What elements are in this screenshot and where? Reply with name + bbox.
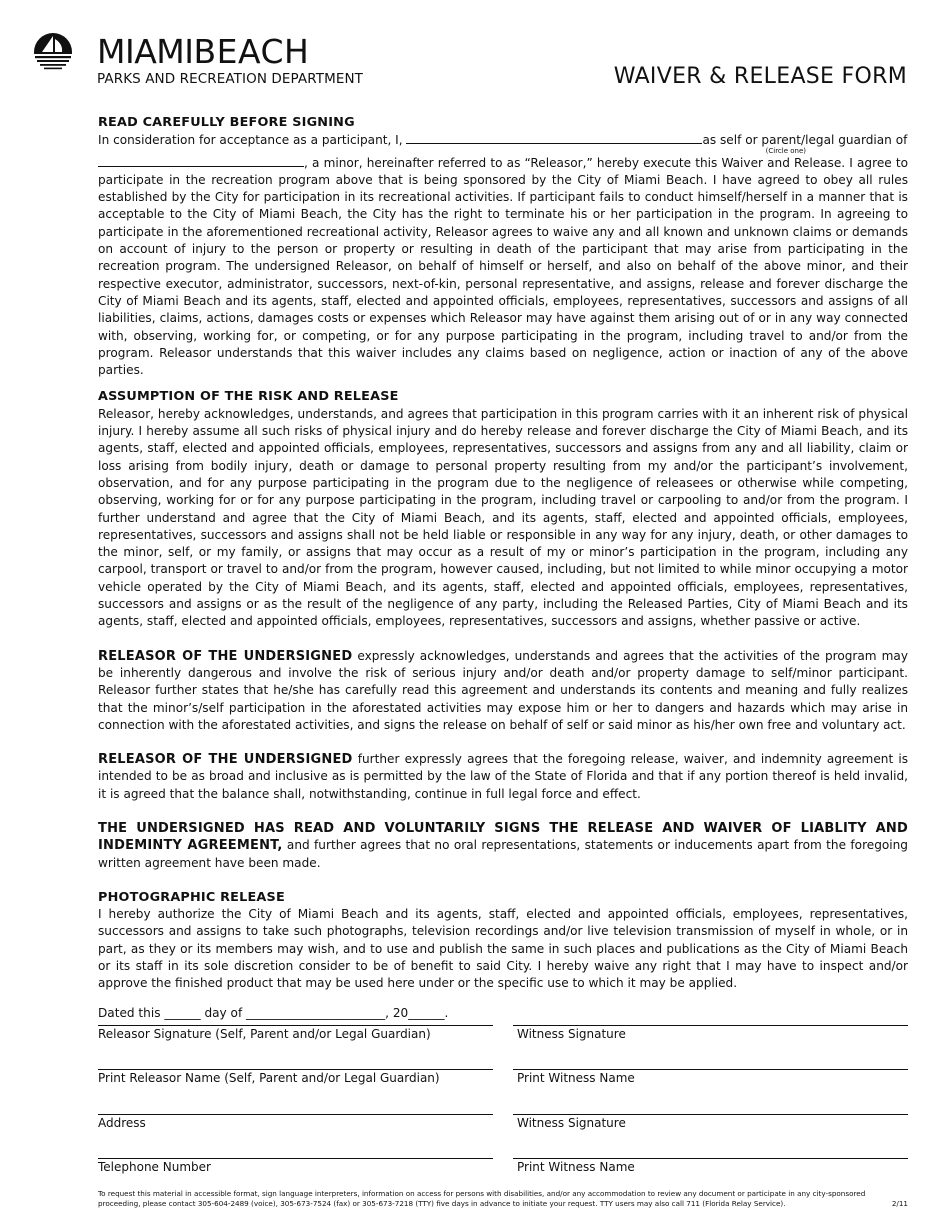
releasor-signature-label: Releasor Signature (Self, Parent and/or Legal Guardian) — [98, 1027, 431, 1041]
section-assumption-of-risk — [98, 388, 908, 630]
form-title: WAIVER & RELEASE FORM — [613, 64, 907, 89]
circle-one-note: (Circle one) — [765, 146, 806, 155]
witness-signature-label-1: Witness Signature — [517, 1027, 626, 1041]
print-releasor-name-label: Print Releasor Name (Self, Parent and/or Legal Guardian) — [98, 1071, 440, 1085]
form-revision-code: 2/11 — [891, 1199, 908, 1208]
section-lead: THE UNDERSIGNED HAS READ AND VOLUNTARILY SIGNS THE RELEASE AND WAIVER OF LIABLITY AND INDEMINTY AGREEMENT, — [98, 820, 908, 854]
print-releasor-name-line[interactable] — [98, 1069, 493, 1070]
brand-name — [97, 33, 363, 71]
section-releasor-agrees — [98, 751, 908, 803]
section-text: and further agrees that no oral representations, statements or inducements apart from the foregoing written agreement have been made. — [98, 838, 908, 870]
section-text: further expressly agrees that the foregoing release, waiver, and indemnity agreement is intended to be as broad and inclusive as is permitted by the law of the State of Florida and that if any portion thereof is held invalid, it is agreed that the balance shall, notwithstanding, continue in full legal force and effect. — [98, 752, 909, 801]
print-witness-name-line-1[interactable] — [513, 1069, 908, 1070]
dated-line[interactable]: Dated this ______ day of _______________________, 20______. — [98, 1005, 449, 1020]
address-label: Address — [98, 1116, 146, 1130]
participant-name-blank[interactable] — [406, 131, 702, 144]
print-witness-name-line-2[interactable] — [513, 1158, 908, 1159]
section-undersigned-signs — [98, 820, 908, 872]
section-releasor-acknowledges — [98, 648, 908, 734]
footer-text: To request this material in accessible format, sign language interpreters, information on access for persons with disabilities, and/or any accommodation to review any document or participate in any city-sponsored proceeding, please contact 305-604-2489 (voice), 305-673-7524 (fax) or 305-673-7218 (TTY) five days in advance to initiate your request. TTY users may also call 711 (Florida Relay Service). — [98, 1189, 866, 1208]
telephone-line[interactable] — [98, 1158, 493, 1159]
address-line[interactable] — [98, 1114, 493, 1115]
section-heading: ASSUMPTION OF THE RISK AND RELEASE — [98, 389, 399, 405]
section-heading: PHOTOGRAPHIC RELEASE — [98, 889, 285, 905]
section-heading: READ CAREFULLY BEFORE SIGNING — [98, 115, 355, 130]
section-photographic-release — [98, 889, 908, 993]
section-paragraph: Releasor, hereby acknowledges, understands, and agrees that participation in this program carries with it an inherent risk of physical injury. I hereby assume all such risks of physical injury and do hereby release and forever discharge the City of Miami Beach, and its agents, staff, elected and appointed officials, employees, representatives, successors and assigns from any and all liability, claim or loss arising from bodily injury, death or damage to personal property resulting from my and/or the participant’s involvement, observation, and for any purpose participating in the program due to the negligence of releasees or otherwise while competing, observing, working for or for any purpose participating in the program, including travel or carpooling to and/or from the program. I further understand and agree that the City of Miami Beach, and its agents, staff, elected and appointed officials, employees, representatives, successors and assigns shall not be held liable or responsible in any way for any injury, death, or other damages to the minor, self, or my family, or assigns that may occur as a result of my or minor’s participation in the program, including any carpool, transport or travel to and/or from the program, however caused, including, but not limited to while minor occupying a motor vehicle operated by the City of Miami Beach, and its agents, staff, elected and appointed officials, employees, representatives, successors and assigns or as the result of the negligence of any party, including the Released Parties, City of Miami Beach and its agents, staff, elected and appointed officials, employees, representatives, successors and assigns, whether passive or active. — [98, 406, 908, 629]
brand-block — [97, 33, 363, 87]
miami-beach-logo-icon — [33, 32, 73, 72]
section-paragraph — [98, 154, 908, 380]
telephone-label: Telephone Number — [98, 1160, 211, 1174]
witness-signature-line-2[interactable] — [513, 1114, 908, 1115]
accessibility-footer — [98, 1189, 908, 1209]
print-witness-name-label-2: Print Witness Name — [517, 1160, 635, 1174]
releasor-signature-line[interactable] — [98, 1025, 493, 1026]
form-body — [98, 114, 908, 1022]
brand-name-part1: MIAMI — [97, 32, 194, 71]
section-text: , a minor, hereinafter referred to as “Releasor,” hereby execute this Waiver and Release. I agree to participate in the recreation program above that is being sponsored by the City of Miami Beach. I have agreed to obey all rules established by the City for participation in its recreational activities. If participant fails to conduct himself/herself in a manner that is acceptable to the City of Miami Beach, the City has the right to terminate his or her participation in the program. In agreeing to participate in the aforementioned recreational activity, Releasor agrees to waive any and all known and unknown claims or demands on account of injury to the person or property or resulting in death of the participant that may arise from participating in the recreation program. The undersigned Releasor, on behalf of himself or herself, and also on behalf of the above minor, and their respective executor, administrator, successors, next-of-kin, personal representative, and assigns, release and forever discharge the City of Miami Beach and its agents, staff, elected and appointed officials, employees, representatives, successors and assigns of all liabilities, claims, actions, damages costs or expenses which Releasor may have against them arising out of or in any way connected with, observing, working for, or competing, or for any purpose participating in the program, including travel to and/or from the program. Releasor understands that this waiver includes any claims based on negligence, action or inaction of any of the above parties. — [98, 155, 908, 378]
intro-text: In consideration for acceptance as a participant, I, — [98, 133, 407, 148]
section-lead: RELEASOR OF THE UNDERSIGNED — [98, 648, 353, 664]
intro-text-after: as self or parent/legal guardian of — [702, 133, 908, 148]
brand-name-part2: BEACH — [193, 32, 310, 71]
section-text: expressly acknowledges, understands and agrees that the activities of the program may be inherently dangerous and involve the risk of serious injury and/or death and/or property damage to self/minor participant. Releasor further states that he/she has carefully read this agreement and understands its contents and meaning and fully realizes that the minor’s/self participation in the aforestated activities may expose him or her to dangers and hazards which may arise in connection with the aforestated activities, and signs the release on behalf of self or said minor as his/her own free and voluntary act. — [98, 648, 908, 732]
department-name: PARKS AND RECREATION DEPARTMENT — [97, 71, 364, 87]
section-lead: RELEASOR OF THE UNDERSIGNED — [98, 752, 353, 768]
section-read-carefully — [98, 114, 908, 379]
witness-signature-line-1[interactable] — [513, 1025, 908, 1026]
minor-name-blank[interactable] — [98, 154, 304, 167]
print-witness-name-label-1: Print Witness Name — [517, 1071, 635, 1085]
section-paragraph: I hereby authorize the City of Miami Beach and its agents, staff, elected and appointed officials, employees, representatives, successors and assigns to take such photographs, television recordings and/or live television transmission of myself in whole, or in part, as they or its members may wish, and to use and publish the same in such places and publications as the City of Miami Beach or its staff in its sole discretion consider to be of benefit to said City. I hereby waive any right that I may have to inspect and/or approve the finished product that may be used here under or the specific use to which it may be applied. — [98, 907, 908, 991]
witness-signature-label-2: Witness Signature — [517, 1116, 626, 1130]
